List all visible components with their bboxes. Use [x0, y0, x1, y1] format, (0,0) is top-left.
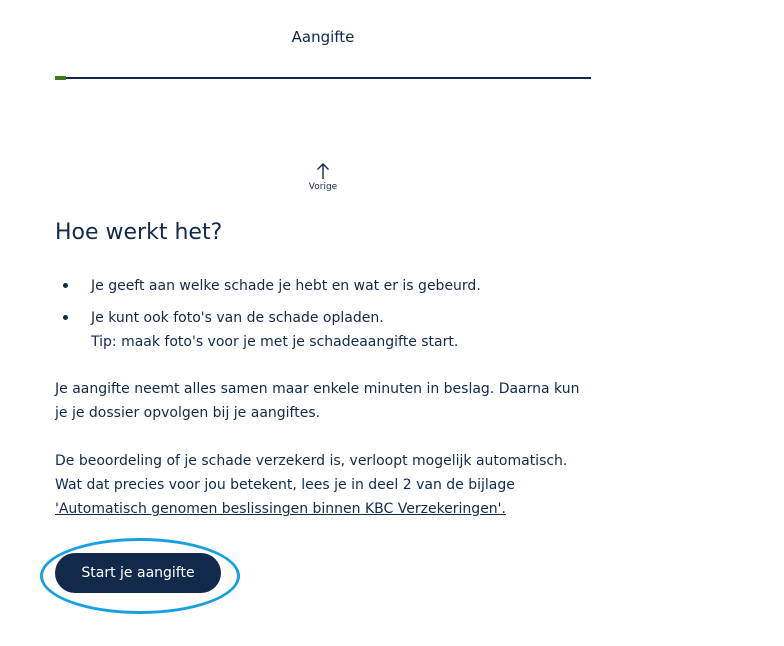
assessment-paragraph [55, 449, 595, 521]
step-text: Je geeft aan welke schade je hebt en wat er is gebeurd. [91, 278, 481, 294]
start-claim-button[interactable]: Start je aangifte [55, 553, 221, 593]
bullet-icon [63, 283, 68, 288]
progress-fill [55, 76, 66, 80]
back-button[interactable] [293, 162, 353, 192]
page-header-title: Aangifte [291, 28, 355, 46]
steps-list [55, 274, 585, 362]
step-tip: Tip: maak foto's voor je met je schadeaangifte start. [91, 334, 459, 350]
assessment-text: De beoordeling of je schade verzekerd is, verloopt mogelijk automatisch. Wat dat precies voor jou betekent, lees je in deel 2 van de bijlage [55, 453, 568, 493]
info-paragraph: Je aangifte neemt alles samen maar enkele minuten in beslag. Daarna kun je je dossier opvolgen bij je aangiftes. [55, 381, 580, 421]
bullet-icon [63, 315, 68, 320]
arrow-up-icon [316, 162, 330, 180]
progress-track [55, 77, 591, 79]
step-text: Je kunt ook foto's van de schade opladen. [91, 310, 384, 326]
back-label: Vorige [308, 182, 338, 192]
list-item [55, 274, 585, 298]
annex-link[interactable]: 'Automatisch genomen beslissingen binnen KBC Verzekeringen'. [55, 501, 506, 517]
page-title: Hoe werkt het? [55, 220, 223, 245]
list-item [55, 306, 585, 354]
